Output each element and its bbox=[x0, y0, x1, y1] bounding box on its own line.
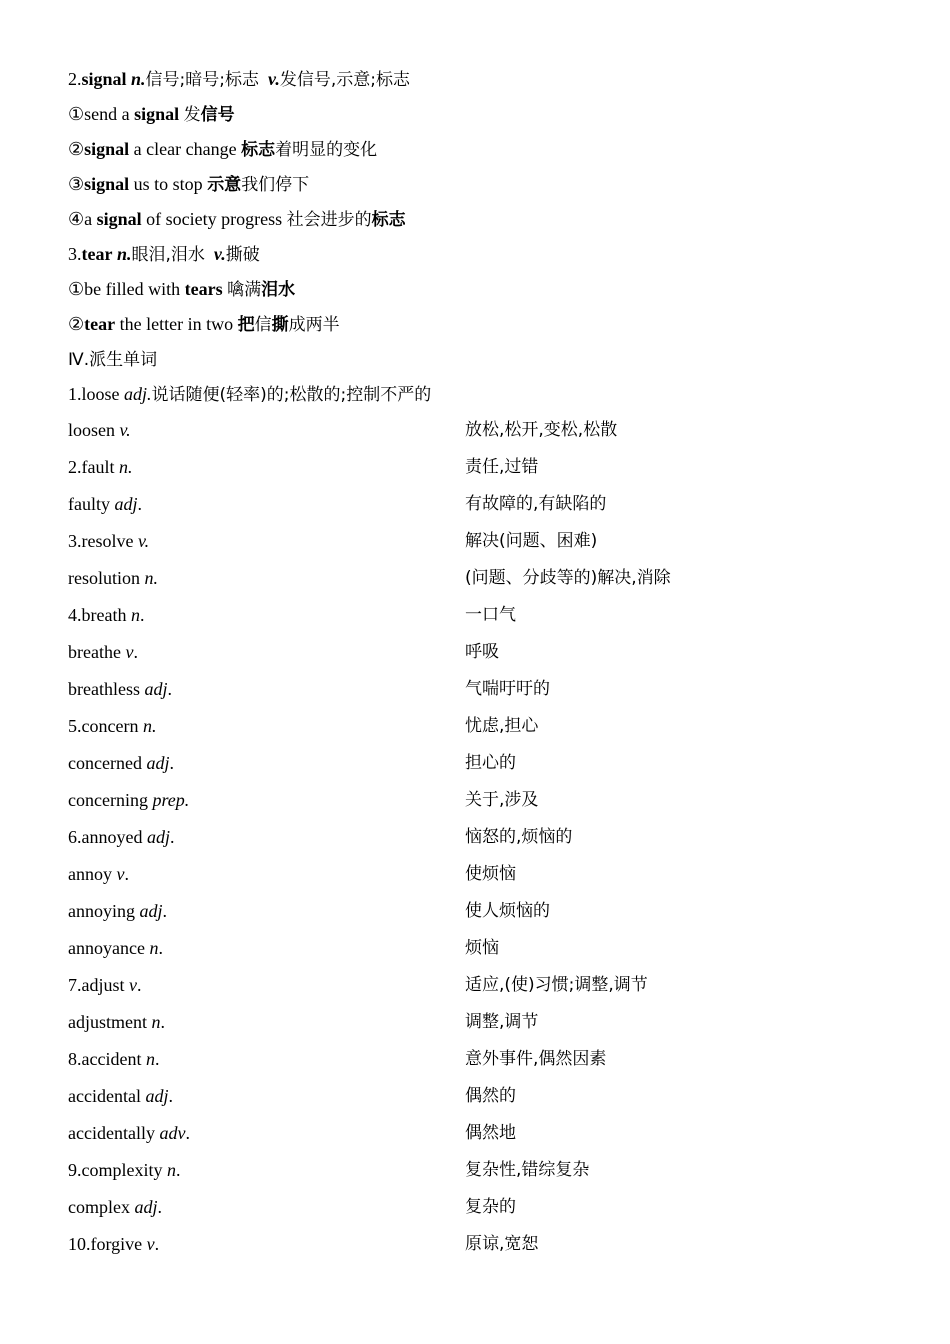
table-row bbox=[68, 1078, 888, 1115]
table-row bbox=[68, 560, 888, 597]
table-row bbox=[68, 671, 888, 708]
part-of-speech: n. bbox=[142, 716, 157, 736]
signal-example-2: ②signal a clear change 标志着明显的变化 bbox=[68, 139, 378, 160]
part-of-speech: n bbox=[145, 1049, 155, 1069]
table-row bbox=[68, 745, 888, 782]
document-page bbox=[68, 62, 888, 1263]
part-of-speech: v bbox=[116, 864, 125, 884]
pos-period: . bbox=[175, 1160, 181, 1180]
part-of-speech: adj bbox=[114, 494, 138, 514]
derivative-definition: 复杂性,错综复杂 bbox=[465, 1160, 590, 1180]
word-text: 9.complexity bbox=[68, 1160, 167, 1180]
pos-period: . bbox=[169, 753, 174, 773]
pos-period: . bbox=[168, 1086, 173, 1106]
derivative-word bbox=[68, 893, 465, 930]
pos-period: . bbox=[154, 1049, 160, 1069]
part-of-speech: prep. bbox=[152, 790, 190, 810]
table-row bbox=[68, 856, 888, 893]
table-row bbox=[68, 1004, 888, 1041]
section-title: Ⅳ.派生单词 bbox=[68, 350, 158, 370]
signal-example-1: ①send a signal 发信号 bbox=[68, 104, 235, 125]
part-of-speech: n bbox=[166, 1160, 176, 1180]
part-of-speech: v bbox=[125, 642, 134, 662]
part-of-speech: v bbox=[146, 1234, 155, 1254]
derivative-word bbox=[68, 708, 465, 745]
table-row bbox=[68, 1189, 888, 1226]
derivative-definition: 放松,松开,变松,松散 bbox=[465, 420, 618, 440]
word-text: complex bbox=[68, 1197, 135, 1217]
derivative-word bbox=[68, 782, 465, 819]
derivative-definition: 担心的 bbox=[465, 753, 516, 773]
derivative-definition: 偶然的 bbox=[465, 1086, 516, 1106]
word-text: 7.adjust bbox=[68, 975, 129, 995]
derivative-definition: 关于,涉及 bbox=[465, 790, 539, 810]
part-of-speech: n bbox=[149, 938, 159, 958]
derivative-definition: 使人烦恼的 bbox=[465, 901, 550, 921]
signal-example-4: ④a signal of society progress 社会进步的标志 bbox=[68, 209, 406, 230]
derivative-word bbox=[68, 560, 465, 597]
table-row bbox=[68, 1041, 888, 1078]
derivative-word bbox=[68, 967, 465, 1004]
pos-period: . bbox=[185, 1123, 190, 1143]
part-of-speech: n. bbox=[144, 568, 158, 588]
derivative-definition: 烦恼 bbox=[465, 938, 499, 958]
table-row bbox=[68, 486, 888, 523]
derivative-definition: 一口气 bbox=[465, 605, 516, 625]
derivative-definition: 意外事件,偶然因素 bbox=[465, 1049, 607, 1069]
part-of-speech: adj bbox=[146, 827, 170, 847]
pos-period: . bbox=[160, 1012, 165, 1032]
derivative-word bbox=[68, 1078, 465, 1115]
pos-period: . bbox=[139, 605, 145, 625]
derivative-definition: 责任,过错 bbox=[465, 457, 539, 477]
table-row bbox=[68, 893, 888, 930]
signal-example-3: ③signal us to stop 示意我们停下 bbox=[68, 174, 310, 195]
word-text: 10.forgive bbox=[68, 1234, 147, 1254]
pos-period: . bbox=[170, 827, 175, 847]
derivative-word bbox=[68, 1189, 465, 1226]
derivative-word bbox=[68, 412, 465, 449]
derivative-word bbox=[68, 449, 465, 486]
part-of-speech: n. bbox=[119, 457, 133, 477]
table-row bbox=[68, 412, 888, 449]
derivative-word bbox=[68, 819, 465, 856]
pos-period: . bbox=[158, 938, 163, 958]
word-text: 3.resolve bbox=[68, 531, 138, 551]
tear-example-1: ①be filled with tears 噙满泪水 bbox=[68, 279, 296, 300]
table-row bbox=[68, 449, 888, 486]
table-row bbox=[68, 634, 888, 671]
tear-example-2: ②tear the letter in two 把信撕成两半 bbox=[68, 314, 340, 335]
derivative-word bbox=[68, 597, 465, 634]
derivative-definition: 偶然地 bbox=[465, 1123, 516, 1143]
derivative-word bbox=[68, 523, 465, 560]
pos-period: . bbox=[133, 642, 138, 662]
word-text: annoyance bbox=[68, 938, 150, 958]
part-of-speech: adj bbox=[134, 1197, 158, 1217]
table-row bbox=[68, 819, 888, 856]
derivative-definition: 气喘吁吁的 bbox=[465, 679, 550, 699]
part-of-speech: adj bbox=[146, 753, 170, 773]
derivative-definition: 忧虑,担心 bbox=[465, 716, 539, 736]
derivative-definition: 使烦恼 bbox=[465, 864, 516, 884]
part-of-speech: n bbox=[151, 1012, 161, 1032]
derivative-word bbox=[68, 671, 465, 708]
table-row bbox=[68, 1152, 888, 1189]
pos-period: . bbox=[137, 494, 143, 514]
word-text: loosen bbox=[68, 420, 120, 440]
word-text: accidentally bbox=[68, 1123, 160, 1143]
table-row bbox=[68, 782, 888, 819]
derivative-definition: 适应,(使)习惯;调整,调节 bbox=[465, 975, 648, 995]
part-of-speech: adj bbox=[144, 679, 168, 699]
table-row bbox=[68, 967, 888, 1004]
derivative-word bbox=[68, 1115, 465, 1152]
word-text: concerning bbox=[68, 790, 153, 810]
part-of-speech: v. bbox=[119, 420, 131, 440]
part-of-speech: adv bbox=[159, 1123, 186, 1143]
derivative-definition: (问题、分歧等的)解决,消除 bbox=[465, 568, 671, 588]
table-row bbox=[68, 1226, 888, 1263]
word-text: annoy bbox=[68, 864, 117, 884]
pos-period: . bbox=[167, 679, 172, 699]
word-text: 2.fault bbox=[68, 457, 119, 477]
part-of-speech: v. bbox=[137, 531, 150, 551]
table-row bbox=[68, 708, 888, 745]
derivative-word bbox=[68, 1004, 465, 1041]
derivative-word bbox=[68, 1041, 465, 1078]
table-row bbox=[68, 1115, 888, 1152]
derivative-definition: 原谅,宽恕 bbox=[465, 1234, 539, 1254]
derivative-definition: 呼吸 bbox=[465, 642, 499, 662]
derivative-definition: 有故障的,有缺陷的 bbox=[465, 494, 607, 514]
part-of-speech: adj bbox=[145, 1086, 169, 1106]
derivative-word bbox=[68, 745, 465, 782]
derivative-definition: 恼怒的,烦恼的 bbox=[465, 827, 573, 847]
pos-period: . bbox=[137, 975, 142, 995]
word-text: resolution bbox=[68, 568, 145, 588]
part-of-speech: adj bbox=[139, 901, 163, 921]
derivative-word bbox=[68, 1152, 465, 1189]
word-text: faulty bbox=[68, 494, 115, 514]
derivative-definition: 解决(问题、困难) bbox=[465, 531, 598, 551]
word-text: 6.annoyed bbox=[68, 827, 147, 847]
derivative-word bbox=[68, 856, 465, 893]
derivative-word bbox=[68, 1226, 465, 1263]
word-text: concerned bbox=[68, 753, 147, 773]
word-text: breathless bbox=[68, 679, 145, 699]
part-of-speech: n bbox=[130, 605, 140, 625]
pos-period: . bbox=[154, 1234, 160, 1254]
word-text: 4.breath bbox=[68, 605, 131, 625]
derivative-definition: 复杂的 bbox=[465, 1197, 516, 1217]
derivative-word bbox=[68, 634, 465, 671]
part-of-speech: v bbox=[129, 975, 137, 995]
tear-heading: 3.tear n.眼泪,泪水 v.撕破 bbox=[68, 244, 260, 265]
word-text: 8.accident bbox=[68, 1049, 146, 1069]
derivative-loose: 1.loose adj.说话随便(轻率)的;松散的;控制不严的 bbox=[68, 384, 432, 405]
derivative-word bbox=[68, 930, 465, 967]
signal-heading: 2.signal n.信号;暗号;标志 v.发信号,示意;标志 bbox=[68, 69, 410, 90]
word-text: breathe bbox=[68, 642, 126, 662]
word-text: annoying bbox=[68, 901, 140, 921]
word-text: accidental bbox=[68, 1086, 146, 1106]
pos-period: . bbox=[162, 901, 168, 921]
derivative-word bbox=[68, 486, 465, 523]
pos-period: . bbox=[124, 864, 129, 884]
word-text: adjustment bbox=[68, 1012, 152, 1032]
table-row bbox=[68, 523, 888, 560]
table-row bbox=[68, 930, 888, 967]
table-row bbox=[68, 597, 888, 634]
pos-period: . bbox=[157, 1197, 162, 1217]
word-text: 5.concern bbox=[68, 716, 143, 736]
derivative-list bbox=[68, 412, 888, 1263]
derivative-definition: 调整,调节 bbox=[465, 1012, 539, 1032]
